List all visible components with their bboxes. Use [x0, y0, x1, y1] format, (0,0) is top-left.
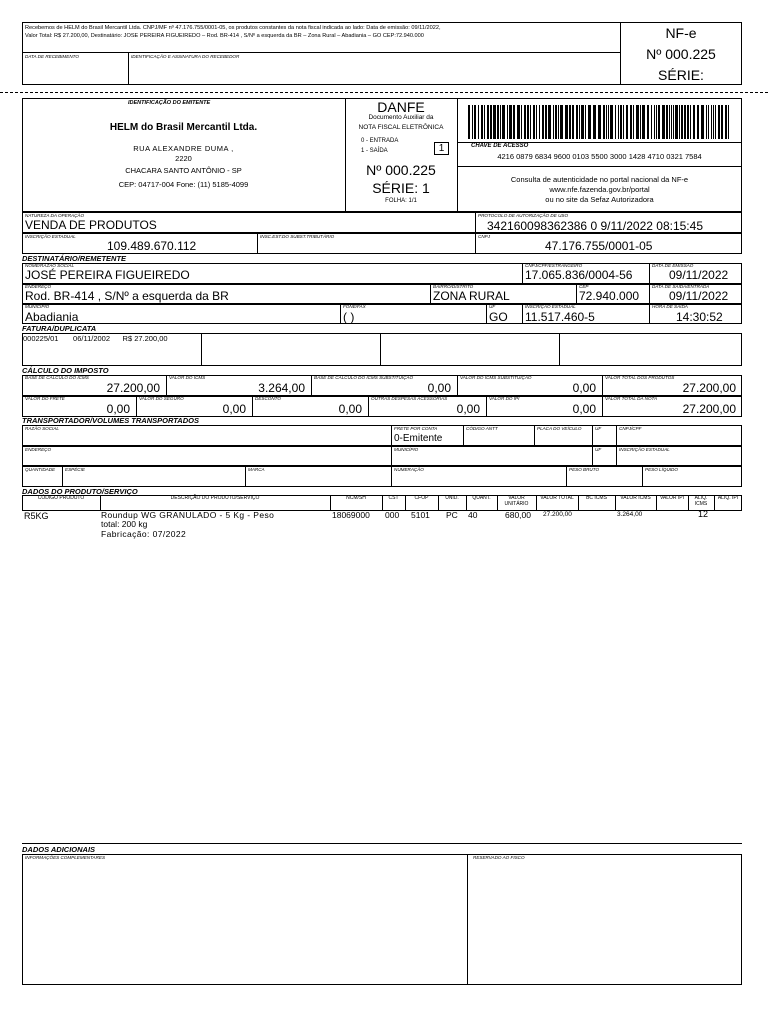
tax-row1-cell-label: VALOR DO ICMS [169, 375, 206, 380]
barcode-bar [608, 105, 609, 139]
tax-row2-cell-value: 0,00 [456, 402, 480, 416]
barcode-bar [524, 105, 526, 139]
tax-row2-cell-label: VALOR DO SEGURO [139, 396, 184, 401]
barcode-bar [693, 105, 695, 139]
uf-label: UF [489, 304, 496, 309]
phone-label: FONE/FAX [343, 304, 366, 309]
recipient-ie-label: INSCRIÇÃO ESTADUAL [525, 304, 576, 309]
tax-row2-cell-label: OUTRAS DESPESAS ACESSÓRIAS [371, 396, 448, 401]
ie-label: INSCRIÇÃO ESTADUAL [25, 234, 76, 239]
barcode-bar [527, 105, 529, 139]
barcode-bar [610, 105, 613, 139]
barcode-bar [521, 105, 522, 139]
access-key-label: CHAVE DE ACESSO [471, 143, 529, 149]
product-header-cell: DESCRIÇÃO DO PRODUTO/SERVIÇO [170, 495, 260, 501]
cep-label: CEP [579, 284, 589, 289]
placa-label: PLACA DO VEÍCULO [537, 426, 582, 431]
product-header-cell: BC ICMS [586, 495, 607, 501]
frete-value: 0-Emitente [394, 433, 443, 444]
danfe-sub2: NOTA FISCAL ELETRÔNICA [358, 124, 444, 131]
inv-div1 [201, 333, 202, 366]
barcode-bar [715, 105, 716, 139]
barcode-bar [623, 105, 624, 139]
emitter-addr3: CHACARA SANTO ANTÔNIO - SP [125, 166, 242, 175]
product-aliq-icms: 12 [698, 509, 709, 519]
receipt-hline [22, 52, 620, 53]
barcode-bar [684, 105, 686, 139]
barcode-bar [630, 105, 632, 139]
barcode-bar [481, 105, 483, 139]
barcode-bar [626, 105, 628, 139]
tr3-d5 [642, 466, 643, 487]
transport-uf-label: UF [595, 426, 602, 431]
barcode-bar [565, 105, 568, 139]
product-desc1: Roundup WG GRANULADO - 5 Kg - Peso [101, 510, 275, 520]
barcode-bar [548, 105, 551, 139]
emitter-addr4: CEP: 04717-004 Fone: (11) 5185-4099 [118, 180, 249, 189]
barcode-bar [500, 105, 501, 139]
barcode-bar [725, 105, 727, 139]
product-cst: 000 [385, 510, 400, 520]
product-desc3: Fabricação: 07/2022 [101, 529, 187, 539]
product-header-cell: UNID. [445, 495, 459, 501]
receipt-number: Nº 000.225 [646, 46, 716, 62]
tax-row2-cell-label: VALOR DO FRETE [25, 396, 65, 401]
exit-date-label: DATA DE SAÍDA/ENTRADA [652, 284, 710, 289]
access-key-value: 4216 0879 6834 9600 0103 5500 3000 1428 4710 0321 7584 [497, 152, 702, 161]
transport-row3 [22, 466, 742, 487]
product-header-cell: CÓDIGO PRODUTO [37, 495, 85, 501]
info-label: INFORMAÇÕES COMPLEMENTARES [25, 855, 106, 860]
operation-row1-div [475, 212, 476, 233]
uf-value: GO [489, 310, 508, 324]
emitter-name: HELM do Brasil Mercantil Ltda. [109, 122, 258, 133]
products-section-label: DADOS DO PRODUTO/SERVIÇO [22, 487, 138, 496]
danfe-serie: SÉRIE: 1 [372, 180, 430, 196]
numeracao-label: NUMERAÇÃO [394, 467, 424, 472]
city-value: Abadiania [25, 310, 79, 324]
rr3-div2 [486, 304, 487, 324]
product-code: R5KG [24, 511, 49, 521]
tr2-d2 [592, 446, 593, 466]
rr3-div1 [340, 304, 341, 324]
product-qty: 40 [468, 510, 478, 520]
tax-row2-cell-value: 0,00 [106, 402, 130, 416]
access-key-barcode [468, 105, 733, 139]
emitter-addr2: 2220 [175, 154, 192, 163]
danfe-entrada: 0 - ENTRADA [361, 138, 399, 144]
barcode-bar [603, 105, 605, 139]
address-label: ENDEREÇO [25, 284, 52, 289]
barcode-bar [701, 105, 704, 139]
barcode-bar [593, 105, 596, 139]
rr2-div3 [649, 284, 650, 304]
barcode-bar [555, 105, 557, 139]
transport-section-label: TRANSPORTADOR/VOLUMES TRANSPORTADOS [22, 416, 199, 425]
barcode-bar [533, 105, 535, 139]
barcode-bar [545, 105, 547, 139]
barcode-bar [633, 105, 634, 139]
barcode-bar [513, 105, 515, 139]
barcode-bar [618, 105, 619, 139]
product-header-cell: VALOR TOTAL [540, 495, 574, 501]
product-icms-value: 3.264,00 [617, 511, 643, 518]
invoice-section-label: FATURA/DUPLICATA [22, 324, 97, 333]
tax-row1-cell-label: VALOR DO ICMS SUBSTITUIÇÃO [460, 375, 532, 380]
barcode-bar [654, 105, 655, 139]
barcode-bar [640, 105, 641, 139]
transport-uf2-label: UF [595, 447, 602, 452]
barcode-bar [598, 105, 601, 139]
barcode-bar [606, 105, 607, 139]
protocol-value: 342160098362386 0 9/11/2022 08:15:45 [487, 219, 703, 233]
invoice-entry: 000225/01 06/11/2002 R$ 27.200,00 [23, 334, 168, 343]
barcode-bar [490, 105, 492, 139]
barcode-bar [536, 105, 537, 139]
receipt-text-line2: Valor Total: R$ 27.200,00, Destinatário: JOSÉ PEREIRA FIGUEIREDO – Rod. BR-414 , S/Nº a esquerda da BR – Zona Rural – Abadiania – GO CEP:72.940.000 [25, 33, 424, 39]
danfe-sub1: Documento Auxiliar da [368, 114, 434, 121]
tax-row1-cell-label: BASE DE CÁLCULO DO ICMS SUBSTITUIÇÃO [314, 375, 414, 380]
recipient-cnpj-value: 17.065.836/0004-56 [525, 268, 633, 282]
barcode-bar [553, 105, 554, 139]
barcode-bar [572, 105, 574, 139]
barcode-bar [588, 105, 591, 139]
barcode-bar [569, 105, 571, 139]
barcode-bar [656, 105, 657, 139]
rr3-div3 [522, 304, 523, 324]
nature-value: VENDA DE PRODUTOS [25, 218, 157, 232]
tax-row1-cell-label: BASE DE CÁLCULO DO ICMS [25, 375, 89, 380]
barcode-bar [585, 105, 586, 139]
barcode-bar [484, 105, 485, 139]
additional-divider [467, 854, 468, 985]
emitter-cnpj-value: 47.176.755/0001-05 [545, 239, 653, 253]
barcode-bar [662, 105, 665, 139]
tr3-d4 [566, 466, 567, 487]
product-header-cell: NCM/SH [346, 495, 366, 501]
receipt-text-line1: Recebemos de HELM do Brasil Mercantil Ltda. CNPJ/MF nº 47.176.755/0001-05, os produtos constantes da nota fiscal indicada ao lado: Data de emissão: 09/11/2022, [25, 25, 441, 31]
barcode-bar [507, 105, 508, 139]
emitter-section-label: IDENTIFICAÇÃO DO EMITENTE [128, 100, 211, 106]
barcode-bar [675, 105, 678, 139]
city-label: MUNICÍPIO [25, 304, 50, 309]
nature-label: NATUREZA DA OPERAÇÃO [25, 213, 85, 218]
tax-row1-cell-value: 3.264,00 [258, 381, 305, 395]
tax-row2-cell-value: 0,00 [222, 402, 246, 416]
tr1-d1 [391, 425, 392, 446]
emission-date-value: 09/11/2022 [669, 268, 729, 282]
transport-city-label: MUNICÍPIO [394, 447, 419, 452]
razao-label: RAZÃO SOCIAL [25, 426, 59, 431]
antt-label: CÓDIGO ANTT [466, 426, 498, 431]
operation-row2-div2 [475, 233, 476, 254]
product-total: 27.200,00 [543, 511, 572, 518]
receipt-serie: SÉRIE: [658, 67, 704, 83]
barcode-bar [615, 105, 616, 139]
barcode-bar [718, 105, 720, 139]
barcode-bar [502, 105, 505, 139]
tax-row2-cell-value: 27.200,00 [682, 402, 736, 416]
barcode-bar [651, 105, 652, 139]
receipt-sign-divider [128, 52, 129, 85]
tax-row2-cell-label: VALOR TOTAL DA NOTA [605, 396, 658, 401]
reserved-label: RESERVADO AO FISCO [473, 855, 525, 860]
danfe-title: DANFE [377, 99, 425, 115]
tr1-d3 [534, 425, 535, 446]
barcode-bar [642, 105, 645, 139]
product-unit: PC [446, 510, 458, 520]
barcode-bar [560, 105, 563, 139]
consult-line1: Consulta de autenticidade no portal nacional da NF-e [510, 175, 689, 184]
transport-cnpj-label: CNPJ/CPF [619, 426, 642, 431]
barcode-bar [474, 105, 476, 139]
key-hline2 [457, 166, 742, 167]
tax-row1-cell-value: 27.200,00 [682, 381, 736, 395]
barcode-bar [713, 105, 714, 139]
cep-value: 72.940.000 [579, 289, 640, 303]
operation-row2-div1 [257, 233, 258, 254]
emitter-cnpj-label: CNPJ [478, 234, 490, 239]
inv-div2 [380, 333, 381, 366]
barcode-bar [687, 105, 689, 139]
barcode-bar [711, 105, 712, 139]
recipient-name-value: JOSÉ PEREIRA FIGUEIREDO [25, 268, 190, 282]
phone-value: ( ) [343, 310, 355, 324]
rr1-div1 [522, 263, 523, 284]
product-header-cell: CFOP [414, 495, 429, 501]
tax-row2-cell-value: 0,00 [572, 402, 596, 416]
emitter-addr1: RUA ALEXANDRE DUMA , [133, 144, 234, 153]
tax-section-label: CÁLCULO DO IMPOSTO [22, 366, 109, 375]
product-header-cell: QUANT. [472, 495, 491, 501]
recipient-row3 [22, 304, 742, 324]
peso-liquido-label: PESO LÍQUIDO [645, 467, 678, 472]
emission-date-label: DATA DE EMISSÃO [652, 263, 694, 268]
rr3-div4 [649, 304, 650, 324]
protocol-label: PROTOCOLO DE AUTORIZAÇÃO DE USO [478, 213, 569, 218]
barcode-bar [673, 105, 674, 139]
recipient-name-label: NOME/RAZÃO SOCIAL [25, 263, 75, 268]
barcode-bar [558, 105, 559, 139]
especie-label: ESPÉCIE [65, 467, 85, 472]
barcode-bar [669, 105, 670, 139]
tax-row1-cell-value: 27.200,00 [106, 381, 160, 395]
transport-address-label: ENDEREÇO [25, 447, 52, 452]
product-cfop: 5101 [411, 510, 430, 520]
rr2-div2 [576, 284, 577, 304]
recipient-section-label: DESTINATÁRIO/REMETENTE [22, 254, 127, 263]
additional-section-label: DADOS ADICIONAIS [22, 845, 96, 854]
frete-label: FRETE POR CONTA [394, 426, 438, 431]
consult-line2: www.nfe.fazenda.gov.br/portal [549, 185, 650, 194]
marca-label: MARCA [248, 467, 265, 472]
tr1-d5 [616, 425, 617, 446]
tax-row2-cell-label: DESCONTO [255, 396, 281, 401]
exit-time-label: HORA DE SAÍDA [652, 304, 688, 309]
barcode-bar [666, 105, 668, 139]
recipient-ie-value: 11.517.460-5 [525, 310, 595, 324]
barcode-bar [487, 105, 489, 139]
rr2-div1 [430, 284, 431, 304]
barcode-bar [728, 105, 729, 139]
danfe-saida: 1 - SAÍDA [361, 148, 388, 154]
product-ncm: 18069000 [332, 510, 370, 520]
barcode-bar [681, 105, 683, 139]
address-value: Rod. BR-414 , S/Nº a esquerda da BR [25, 289, 229, 303]
additional-top-line [22, 843, 742, 844]
barcode-bar [530, 105, 531, 139]
barcode-bar [517, 105, 520, 139]
barcode-bar [468, 105, 470, 139]
barcode-bar [721, 105, 723, 139]
receipt-date-label: DATA DE RECEBIMENTO [25, 54, 79, 59]
product-header-cell: VALOR UNITÁRIO [504, 495, 529, 507]
product-header-cell: CST [388, 495, 399, 501]
tr2-d1 [391, 446, 392, 466]
barcode-bar [679, 105, 680, 139]
tr1-d2 [463, 425, 464, 446]
barcode-bar [478, 105, 479, 139]
inv-div3 [559, 333, 560, 366]
barcode-bar [581, 105, 584, 139]
product-header-cell: VALOR ICMS [620, 495, 651, 501]
cut-line [0, 92, 768, 93]
barcode-bar [708, 105, 709, 139]
exit-time-value: 14:30:52 [676, 310, 723, 324]
tax-row2-cell-value: 0,00 [338, 402, 362, 416]
tax-row1-cell-value: 0,00 [427, 381, 451, 395]
barcode-bar [647, 105, 649, 139]
product-header-cell: ALIQ. ICMS [694, 495, 708, 507]
product-desc2: total: 200 kg [101, 519, 148, 529]
iest-label: INSC.EST.DO SUBST.TRIBUTÁRIO [260, 234, 335, 239]
tax-row1-cell-value: 0,00 [572, 381, 596, 395]
danfe-number: Nº 000.225 [366, 162, 436, 178]
tr1-d4 [592, 425, 593, 446]
barcode-bar [658, 105, 660, 139]
tr3-d2 [245, 466, 246, 487]
transport-ie-label: INSCRIÇÃO ESTADUAL [619, 447, 670, 452]
peso-bruto-label: PESO BRUTO [569, 467, 600, 472]
district-value: ZONA RURAL [433, 289, 510, 303]
barcode-bar [497, 105, 499, 139]
barcode-bar [690, 105, 691, 139]
barcode-bar [542, 105, 544, 139]
receipt-nfe: NF-e [665, 25, 697, 41]
district-label: BAIRRO/DISTRITO [433, 284, 474, 289]
additional-block [22, 854, 742, 985]
barcode-bar [636, 105, 639, 139]
danfe-type-value: 1 [438, 143, 445, 154]
ie-value: 109.489.670.112 [107, 239, 197, 253]
receipt-sign-label: IDENTIFICAÇÃO E ASSINATURA DO RECEBEDOR [131, 54, 240, 59]
barcode-bar [493, 105, 496, 139]
barcode-bar [620, 105, 622, 139]
qtd-label: QUANTIDADE [25, 467, 56, 472]
danfe-folha: FOLHA: 1/1 [385, 198, 417, 204]
barcode-bar [472, 105, 473, 139]
consult-line3: ou no site da Sefaz Autorizadora [545, 195, 654, 204]
tax-row2-cell-label: VALOR DO IPI [489, 396, 520, 401]
tax-row1-cell-label: VALOR TOTAL DOS PRODUTOS [605, 375, 675, 380]
tr3-d1 [62, 466, 63, 487]
tr2-d3 [616, 446, 617, 466]
barcode-bar [579, 105, 580, 139]
barcode-bar [706, 105, 707, 139]
barcode-bar [539, 105, 540, 139]
product-header-cell: VALOR IPI [659, 495, 685, 501]
recipient-cnpj-label: CNPJ/CPF/ESTRANGEIRO [525, 263, 583, 268]
barcode-bar [576, 105, 578, 139]
barcode-bar [671, 105, 672, 139]
product-unit-value: 680,00 [505, 510, 531, 520]
product-header-cell: ALIQ. IPI [717, 495, 739, 501]
rr1-div2 [649, 263, 650, 284]
barcode-bar [697, 105, 699, 139]
tr3-d3 [391, 466, 392, 487]
barcode-bar [509, 105, 512, 139]
exit-date-value: 09/11/2022 [669, 289, 729, 303]
